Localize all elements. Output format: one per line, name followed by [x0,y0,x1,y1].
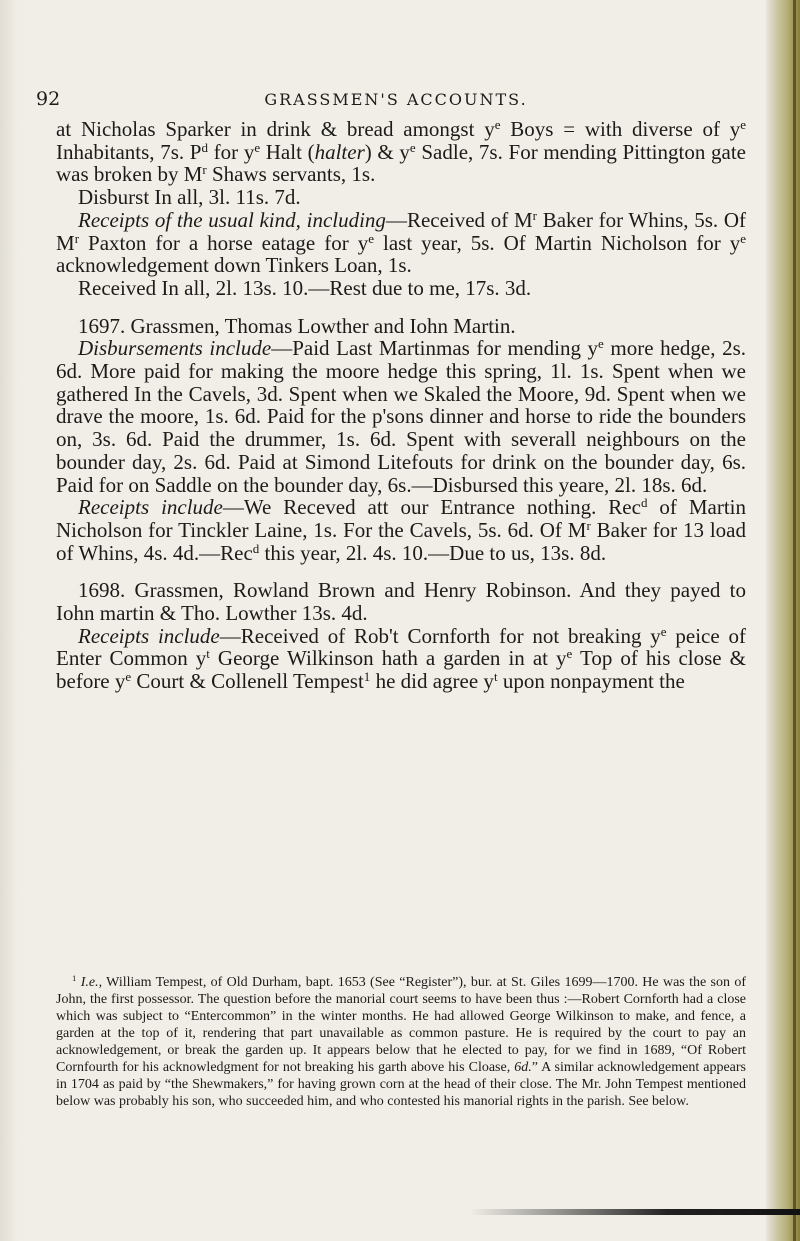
paragraph-disburst-total: Disburst In all, 3l. 11s. 7d. [78,185,301,210]
page-bottom-rule [470,1209,800,1215]
page-gutter-shadow [0,0,18,1241]
paragraph-received-total: Received In all, 2l. 13s. 10.—Rest due to me, 17s. 3d. [78,275,532,300]
book-page-edge [766,0,800,1241]
footnotes [56,974,746,1110]
paragraph-1698-grassmen: 1698. Grassmen, Rowland Brown and Henry Robinson. And they payed to Iohn martin & Tho. Lowther 13s. 4d. [56,578,746,626]
running-title: GRASSMEN'S ACCOUNTS. [264,90,528,109]
footnote-1: $^1$ I.e., William Tempest, of Old Durham, bapt. 1653 (See “Register”), bur. at St. Giles 1699—1700. He was the son of John, the first possessor. The question before the manorial court seems to have been thus :—Robert Cornforth had a close which was subject to “Entercommon” in the winter months. He had allowed George Wilkinson to make, and fence, a garden at the top of it, rendering that part unavailable as common pasture. He is required by the court to pay an acknowledgement, or break the garden up. It appears below that he elected to pay, for we find in 1689, “Of Robert Cornfourth for his acknowledgment for not breaking his garth above his Cloase, 6d.” A similar acknowledgement appears in 1704 as paid by “the Shewmakers,” for having grown corn at the head of their close. The Mr. John Tempest mentioned below was probably his son, who succeeded him, and who contested his manorial rights in the parish. See below. [56,973,747,1109]
footnote-reference: 1 [363,669,371,685]
paragraph-1697-disbursements: Disbursements include—Paid Last Martinmas for mending $y^e$ more hedge, 2s. 6d. More paid for making the moore hedge this spring, 1l. 1s. Spent when we gathered In the Cavels, 3d. Spent when we Skaled the Moore, 9d. Spent when we drave the moore, 1s. 6d. Paid for the p'sons dinner and horse to ride the bounders on, 3s. 6d. Paid the drummer, 1s. 6d. Spent with severall neighbours on the bounder day, 2s. 6d. Paid at Simond Litefouts for drink on the bounder day, 6s. Paid for on Saddle on the bounder day, 6s.—Disbursed this yeare, 2l. 18s. 6d. [56,336,746,497]
page-header [36,88,756,112]
paragraph-1697-receipts: Receipts include—We Receved att our Entrance nothing. Rec$^d$ of Martin Nicholson for Tinckler Laine, 1s. For the Cavels, 5s. 6d. Of $M^r$ Baker for 13 load of Whins, 4s. 4d.—Rec$^d$ this year, 2l. 4s. 10.—Due to us, 13s. 8d. [56,495,746,565]
paragraph-1: at Nicholas Sparker in drink & bread amongst $y^e$ Boys = with diverse of $y^e$ Inhabitants, 7s. $P^d$ for $y^e$ Halt (halter) & $y^e$ Sadle, 7s. For mending Pittington gate was broken by $M^r$ Shaws servants, 1s. [56,116,747,187]
paragraph-1698-receipts: Receipts include—Received of Rob't Cornforth for not breaking $y^e$ peice of Enter Common $y^t$ George Wilkinson hath a garden in at $y^e$ Top of his close & before $y^e$ Court & Collenell Tempest$^1$ he did agree $y^t$ upon nonpayment the [56,623,746,694]
page-number: 92 [36,88,61,110]
paragraph-1697-grassmen: 1697. Grassmen, Thomas Lowther and Iohn Martin. [78,313,516,338]
body-text [56,118,746,693]
paragraph-receipts: Receipts of the usual kind, including—Received of $M^r$ Baker for Whins, 5s. Of $M^r$ Paxton for a horse eatage for $y^e$ last year, 5s. Of Martin Nicholson for $y^e$ acknowledgement down Tinkers Loan, 1s. [56,207,747,278]
footnote-marker: 1 [72,973,77,984]
